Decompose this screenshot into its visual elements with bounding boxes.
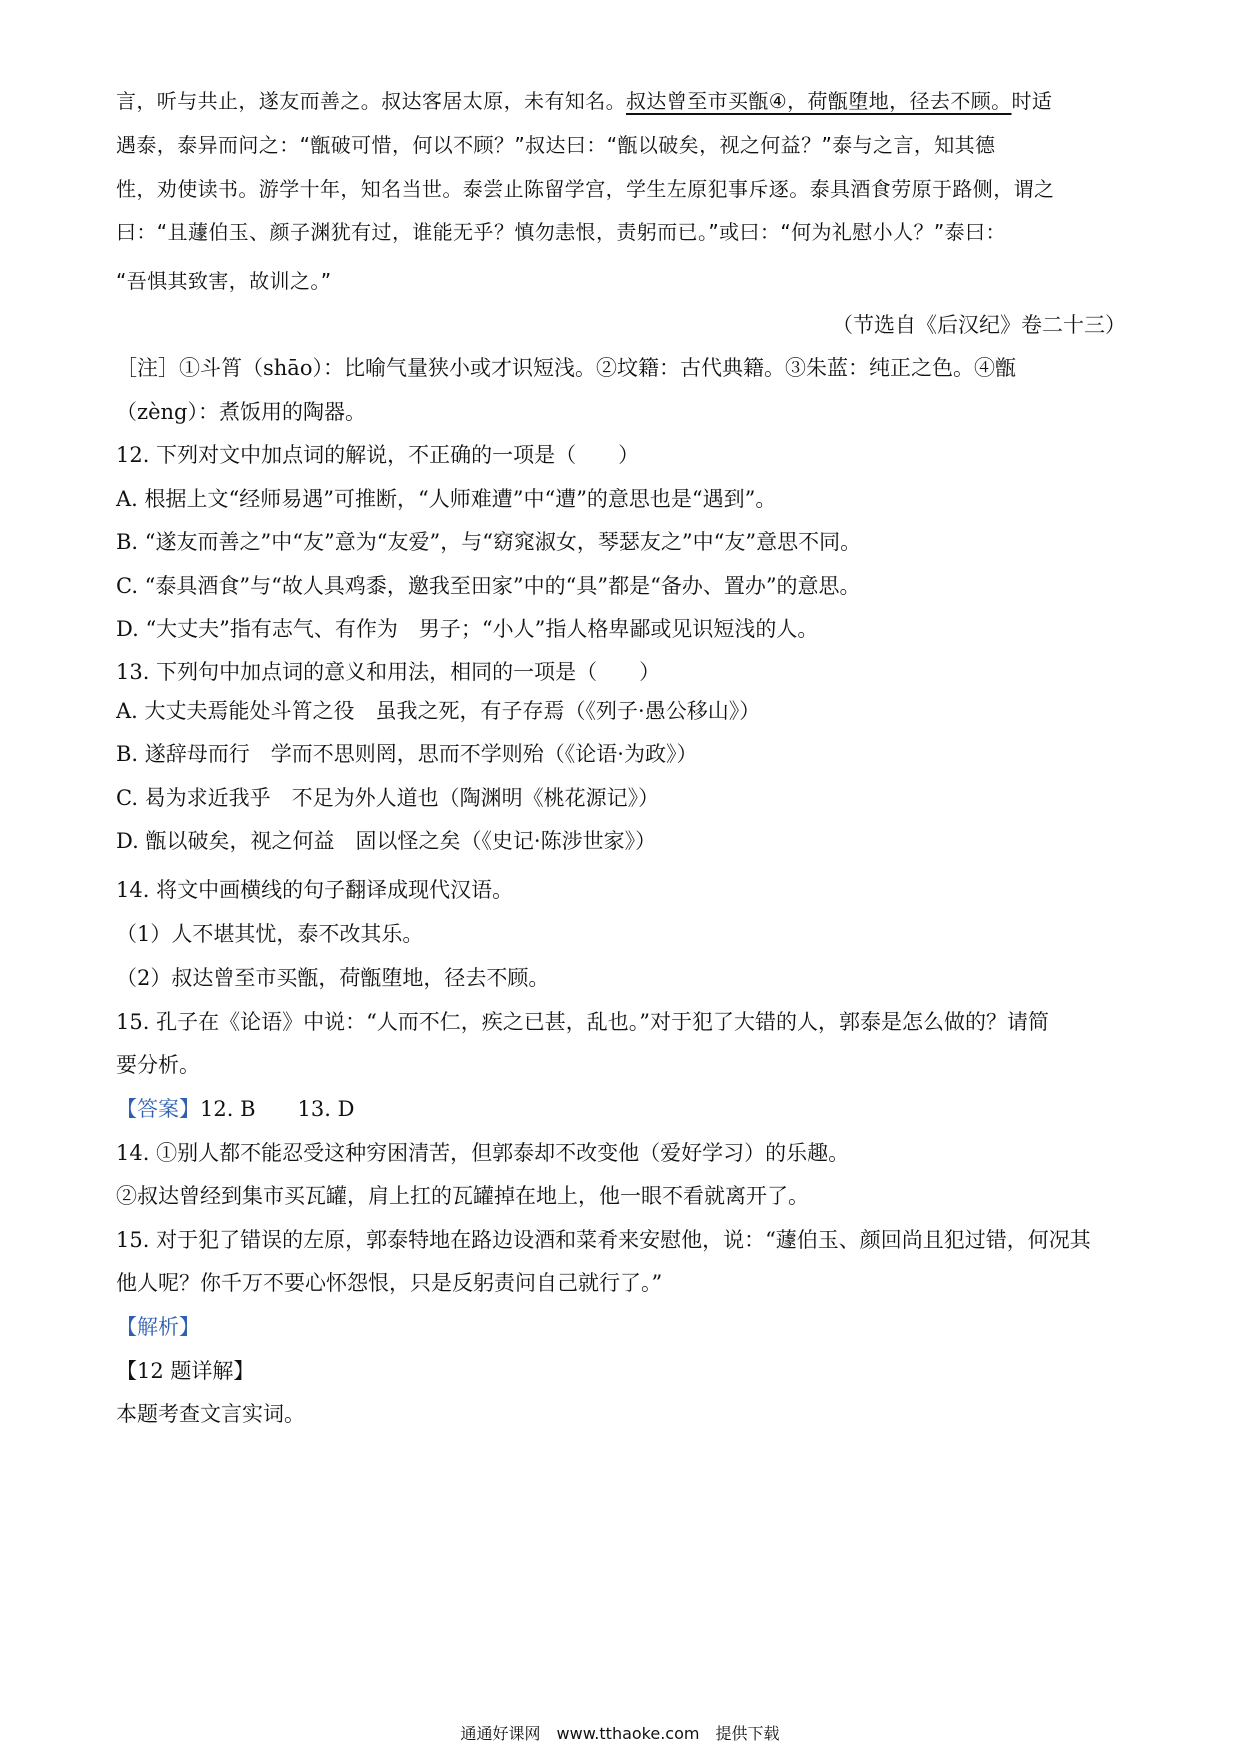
q13-option-d: D. 甑以破矣，视之何益 固以怪之矣（《史记·陈涉世家》） <box>116 829 657 853</box>
answer-14-2: ②叔达曾经到集市买瓦罐，肩上扛的瓦罐掉在地上，他一眼不看就离开了。 <box>116 1184 809 1208</box>
passage-line-4: 曰：“且蘧伯玉、颜子渊犹有过，谁能无乎？慎勿恚恨，责躬而已。”或曰：“何为礼慰小人？”泰曰： <box>116 220 1006 244</box>
answer-15-1: 15. 对于犯了错误的左原，郭泰特地在路边设酒和菜肴来安慰他，说：“蘧伯玉、颜回尚且犯过错，何况其 <box>116 1228 1091 1252</box>
q13-option-a: A. 大丈夫焉能处斗筲之役 虽我之死，有子存焉（《列子·愚公移山》） <box>116 699 761 723</box>
passage-line-2: 遇泰，泰异而问之：“甑破可惜，何以不顾？”叔达曰：“甑以破矣，视之何益？”泰与之言，知其德 <box>116 133 996 157</box>
q13-stem: 13. 下列句中加点词的意义和用法，相同的一项是（ ） <box>116 660 661 684</box>
notes-line-1: ［注］①斗筲（shāo）：比喻气量狭小或才识短浅。②坟籍：古代典籍。③朱蓝：纯正之色。④甑 <box>116 356 1016 380</box>
analysis-label: 【解析】 <box>116 1315 200 1339</box>
passage-line-1 <box>116 86 1126 116</box>
q12-option-d: D. “大丈夫”指有志气、有作为 男子；“小人”指人格卑鄙或见识短浅的人。 <box>116 617 819 641</box>
q12-option-b: B. “遂友而善之”中“友”意为“友爱”，与“窈窕淑女，琴瑟友之”中“友”意思不同。 <box>116 530 862 554</box>
q12-option-a: A. 根据上文“经师易遇”可推断，“人师难遭”中“遭”的意思也是“遇到”。 <box>116 487 777 511</box>
answer-14-1: 14. ①别人都不能忍受这种穷困清苦，但郭泰却不改变他（爱好学习）的乐趣。 <box>116 1141 850 1165</box>
passage-line-5: “吾惧其致害，故训之。” <box>116 269 332 293</box>
passage-text: 言，听与共止，遂友而善之。叔达客居太原，未有知名。 <box>116 89 626 113</box>
answer-line <box>116 1094 1126 1124</box>
q12-option-c: C. “泰具酒食”与“故人具鸡黍，邀我至田家”中的“具”都是“备办、置办”的意思。 <box>116 574 861 598</box>
q14-sentence-1: （1）人不堪其忧，泰不改其乐。 <box>116 922 424 946</box>
passage-line-3: 性，劝使读书。游学十年，知名当世。泰尝止陈留学宫，学生左原犯事斥逐。泰具酒食劳原于路侧，谓之 <box>116 177 1055 201</box>
q12-stem: 12. 下列对文中加点词的解说，不正确的一项是（ ） <box>116 443 640 467</box>
q15-line-2: 要分析。 <box>116 1053 200 1077</box>
analysis-detail-12: 【12 题详解】 <box>116 1359 255 1383</box>
passage-source: （节选自《后汉纪》卷二十三） <box>832 313 1126 337</box>
q14-sentence-2: （2）叔达曾至市买甑，荷甑堕地，径去不顾。 <box>116 966 550 990</box>
answer-15-2: 他人呢？你千万不要心怀怨恨，只是反躬责问自己就行了。” <box>116 1271 663 1295</box>
q13-option-b: B. 遂辞母而行 学而不思则罔，思而不学则殆（《论语·为政》） <box>116 742 698 766</box>
q14-stem: 14. 将文中画横线的句子翻译成现代汉语。 <box>116 878 514 902</box>
underlined-sentence: 叔达曾至市买甑④，荷甑堕地，径去不顾。 <box>626 89 1012 113</box>
passage-text: 时适 <box>1011 89 1053 113</box>
q13-option-c: C. 曷为求近我乎 不足为外人道也（陶渊明《桃花源记》） <box>116 786 660 810</box>
page-footer: 通通好课网 www.tthaoke.com 提供下载 <box>460 1724 780 1743</box>
answer-text: 12. B 13. D <box>200 1097 355 1121</box>
analysis-intro: 本题考查文言实词。 <box>116 1402 305 1426</box>
notes-line-2: （zèng）：煮饭用的陶器。 <box>116 400 366 424</box>
q15-line-1: 15. 孔子在《论语》中说：“人而不仁，疾之已甚，乱也。”对于犯了大错的人，郭泰是怎么做的？请简 <box>116 1010 1050 1034</box>
answer-label: 【答案】 <box>116 1097 200 1121</box>
